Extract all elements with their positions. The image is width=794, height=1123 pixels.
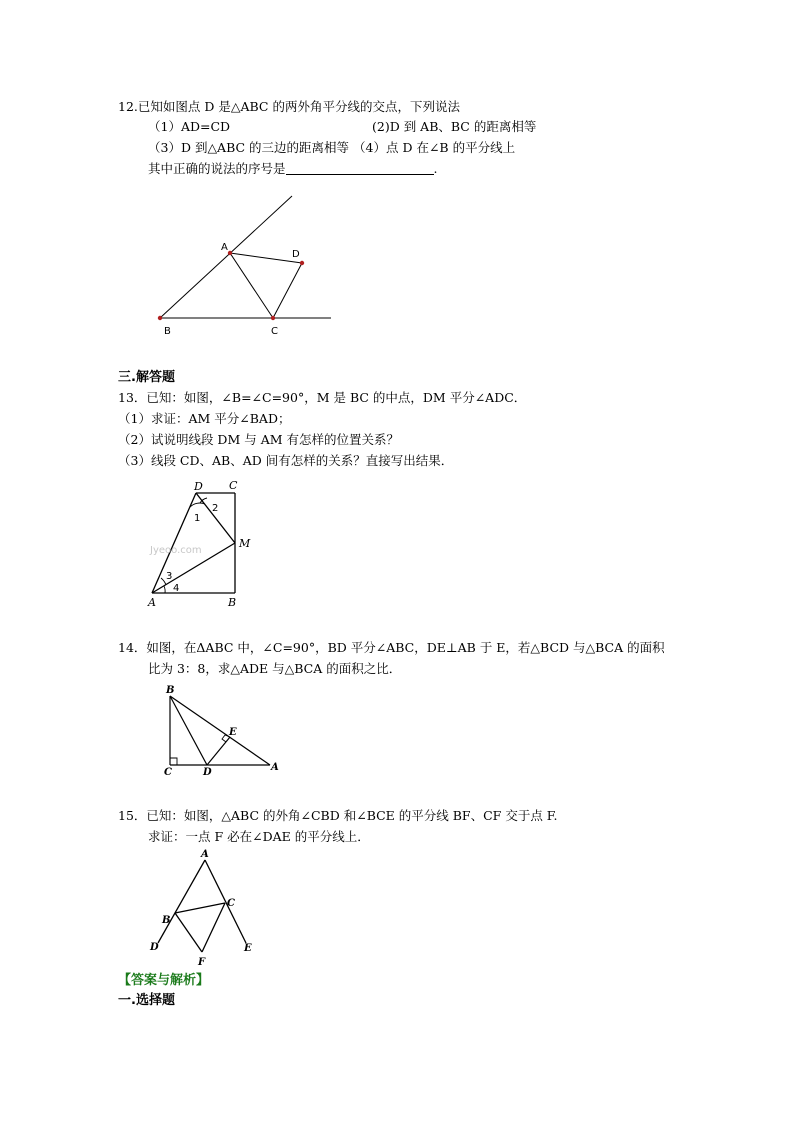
q12-stem: 12.已知如图点 D 是△ABC 的两外角平分线的交点，下列说法 <box>118 99 460 114</box>
answer-header: 【答案与解析】 <box>118 973 210 988</box>
q15-label-C: C <box>227 898 235 909</box>
q15-label-D: D <box>150 942 159 953</box>
q15-stem: 15．已知：如图，△ABC 的外角∠CBD 和∠BCE 的平分线 BF、CF 交于点 F. <box>118 808 558 823</box>
q15-prove: 求证：一点 F 必在∠DAE 的平分线上． <box>148 829 370 844</box>
q12-label-B: B <box>164 326 171 337</box>
q14-segment-BD <box>170 696 207 765</box>
q13-angle-mark-1 <box>190 503 205 507</box>
q12-label-A: A <box>221 242 228 253</box>
q12-point-D <box>300 261 304 265</box>
q15-ray-AD <box>158 860 205 943</box>
q15-label-E: E <box>244 943 252 954</box>
q12-segment-DC <box>273 263 302 318</box>
q14-label-C: C <box>164 767 172 778</box>
q13-part-3: （3）线段 CD、AB、AD 间有怎样的关系？直接写出结果． <box>118 453 454 468</box>
q12-label-C: C <box>271 326 278 337</box>
q12-figure <box>160 196 331 318</box>
q14-segment-BA <box>170 696 270 765</box>
q14-label-A: A <box>271 762 279 773</box>
q12-point-B <box>158 316 162 320</box>
q13-part-2: （2）试说明线段 DM 与 AM 有怎样的位置关系？ <box>118 432 399 447</box>
q13-segment-DA <box>152 493 196 593</box>
q13-label-D: D <box>194 480 203 493</box>
q12-option-3-4: （3）D 到△ABC 的三边的距离相等 （4）点 D 在∠B 的平分线上 <box>148 140 516 155</box>
q12-label-D: D <box>292 249 300 260</box>
section-3-title: 三.解答题 <box>118 370 175 385</box>
q15-label-B: B <box>162 915 171 926</box>
q14-label-B: B <box>166 685 175 696</box>
q12-point-C <box>271 316 275 320</box>
q14-stem-cont: 比为 3：8，求△ADE 与△BCA 的面积之比． <box>148 661 402 676</box>
q15-ray-AE <box>205 860 246 943</box>
q12-prompt: 其中正确的说法的序号是 <box>148 161 286 176</box>
q15-segment-CF <box>202 903 225 952</box>
q13-angle-label-3: 3 <box>166 571 173 582</box>
q12-option-1: （1）AD=CD <box>148 119 231 134</box>
q12-option-2: (2)D 到 AB、BC 的距离相等 <box>372 119 537 134</box>
q15-segment-BC <box>175 903 225 913</box>
q15-segment-BF <box>175 913 202 952</box>
q15-label-F: F <box>198 957 206 968</box>
q15-label-A: A <box>201 849 209 860</box>
q12-ray-BA <box>160 196 292 318</box>
q14-label-D: D <box>203 767 212 778</box>
q13-part-1: （1）求证：AM 平分∠BAD； <box>118 411 291 426</box>
q13-label-A: A <box>148 596 156 609</box>
q13-angle-label-2: 2 <box>212 503 219 514</box>
q12-segment-AC <box>230 253 273 318</box>
q14-right-angle-C <box>170 758 177 765</box>
q14-label-E: E <box>229 727 237 738</box>
q13-label-C: C <box>229 479 238 492</box>
q14-figure <box>170 696 270 765</box>
q12-end: . <box>433 161 438 176</box>
answer-section-1: 一.选择题 <box>118 993 175 1008</box>
q13-angle-mark-4 <box>164 586 165 593</box>
q13-watermark: Jyeoo.com <box>150 545 202 556</box>
q14-segment-DE <box>207 737 230 765</box>
q13-angle-label-1: 1 <box>194 513 201 524</box>
q12-point-A <box>228 251 232 255</box>
q14-stem: 14．如图，在ΔABC 中，∠C=90°，BD 平分∠ABC，DE⊥AB 于 E，若△BCD 与△BCA 的面积 <box>118 640 665 655</box>
q13-label-B: B <box>228 596 237 609</box>
q13-label-M: M <box>239 537 251 550</box>
q13-stem: 13．已知：如图，∠B=∠C=90°，M 是 BC 的中点，DM 平分∠ADC． <box>118 390 527 405</box>
q13-angle-label-4: 4 <box>173 583 180 594</box>
q13-figure <box>152 493 235 593</box>
